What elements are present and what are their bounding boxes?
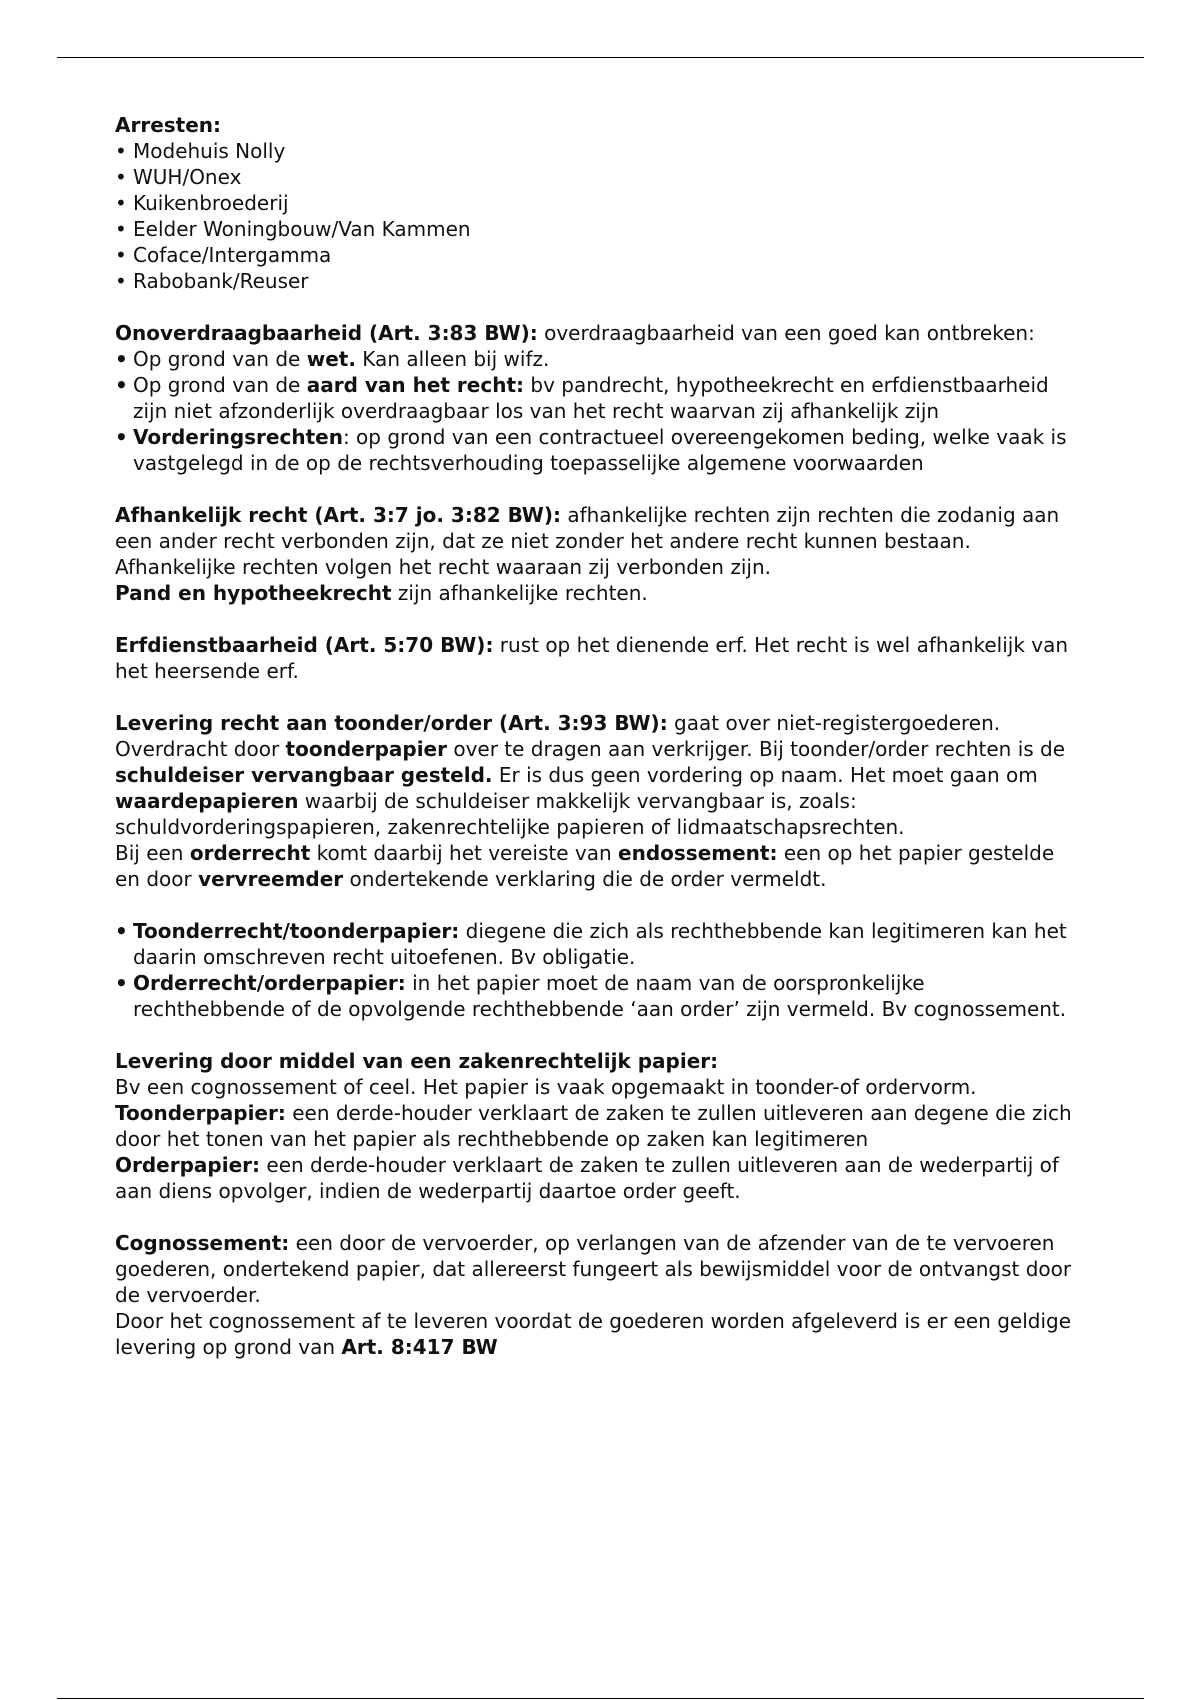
list-item: • Vorderingsrechten: op grond van een contractueel overeengekomen beding, welke vaak is vastgelegd in de op de rechtsverhouding toepasselijke algemene voorwaarden: [115, 424, 1075, 476]
erfdienstbaarheid-section: Erfdienstbaarheid (Art. 5:70 BW): rust op het dienende erf. Het recht is wel afhankelijk van het heersende erf.: [115, 633, 1069, 683]
zakenrechtelijk-section: Levering door middel van een zakenrechtelijk papier: Bv een cognossement of ceel. Het papier is vaak opgemaakt in toonder-of ordervorm. Toonderpapier: een derde-houder verklaart de zaken te zullen uitleveren aan degene die zich door het tonen van het papier als rechthebbende op zaken kan legitimeren Orderpapier: een derde-houder verklaart de zaken te zullen uitleveren aan de wederpartij of aan diens opvolger, indien de wederpartij daartoe order geeft.: [115, 1049, 1072, 1203]
onoverdraagbaarheid-list: [115, 346, 1075, 476]
footer-rule: [57, 1698, 1144, 1699]
levering-toonder-section: Levering recht aan toonder/order (Art. 3:93 BW): gaat over niet-registergoederen. Overdracht door toonderpapier over te dragen aan verkrijger. Bij toonder/order rechten is de schuldeiser vervangbaar gesteld. Er is dus geen vordering op naam. Het moet gaan om waardepapieren waarbij de schuldeiser makkelijk vervangbaar is, zoals: schuldvorderingspapieren, zakenrechtelijke papieren of lidmaatschapsrechten. Bij een orderrecht komt daarbij het vereiste van endossement: een op het papier gestelde en door vervreemder ondertekende verklaring die de order vermeldt.: [115, 711, 1066, 891]
list-item: • Modehuis Nolly: [115, 138, 1075, 164]
list-item: • Orderrecht/orderpapier: in het papier moet de naam van de oorspronkelijke rechthebbende of de opvolgende rechthebbende ‘aan order’ zijn vermeld. Bv cognossement.: [115, 970, 1075, 1022]
list-item: • Kuikenbroederij: [115, 190, 1075, 216]
onoverdraagbaarheid-intro: Onoverdraagbaarheid (Art. 3:83 BW): overdraagbaarheid van een goed kan ontbreken:: [115, 321, 1035, 345]
header-rule: [57, 57, 1144, 58]
onoverdraagbaarheid-section: [115, 320, 1075, 476]
papieren-list: [115, 918, 1075, 1022]
afhankelijk-recht-section: Afhankelijk recht (Art. 3:7 jo. 3:82 BW): afhankelijke rechten zijn rechten die zodanig aan een ander recht verbonden zijn, dat ze niet zonder het andere recht kunnen bestaan. Afhankelijke rechten volgen het recht waaraan zij verbonden zijn. Pand en hypotheekrecht zijn afhankelijke rechten.: [115, 503, 1060, 605]
list-item: • Eelder Woningbouw/Van Kammen: [115, 216, 1075, 242]
list-item: • Rabobank/Reuser: [115, 268, 1075, 294]
cognossement-section: Cognossement: een door de vervoerder, op verlangen van de afzender van de te vervoeren goederen, ondertekend papier, dat allereerst fungeert als bewijsmiddel voor de ontvangst door de vervoerder. Door het cognossement af te leveren voordat de goederen worden afgeleverd is er een geldige levering op grond van Art. 8:417 BW: [115, 1231, 1072, 1359]
papieren-section: [115, 918, 1075, 1022]
arresten-heading: Arresten:: [115, 113, 222, 137]
list-item: • WUH/Onex: [115, 164, 1075, 190]
list-item: • Op grond van de wet. Kan alleen bij wifz.: [115, 346, 1075, 372]
list-item: • Toonderrecht/toonderpapier: diegene die zich als rechthebbende kan legitimeren kan het daarin omschreven recht uitoefenen. Bv obligatie.: [115, 918, 1075, 970]
list-item: • Coface/Intergamma: [115, 242, 1075, 268]
list-item: • Op grond van de aard van het recht: bv pandrecht, hypotheekrecht en erfdienstbaarheid zijn niet afzonderlijk overdraagbaar los van het recht waarvan zij afhankelijk zijn: [115, 372, 1075, 424]
arresten-section: [115, 112, 1075, 294]
document-body: [115, 112, 1075, 1360]
arresten-list: [115, 138, 1075, 294]
